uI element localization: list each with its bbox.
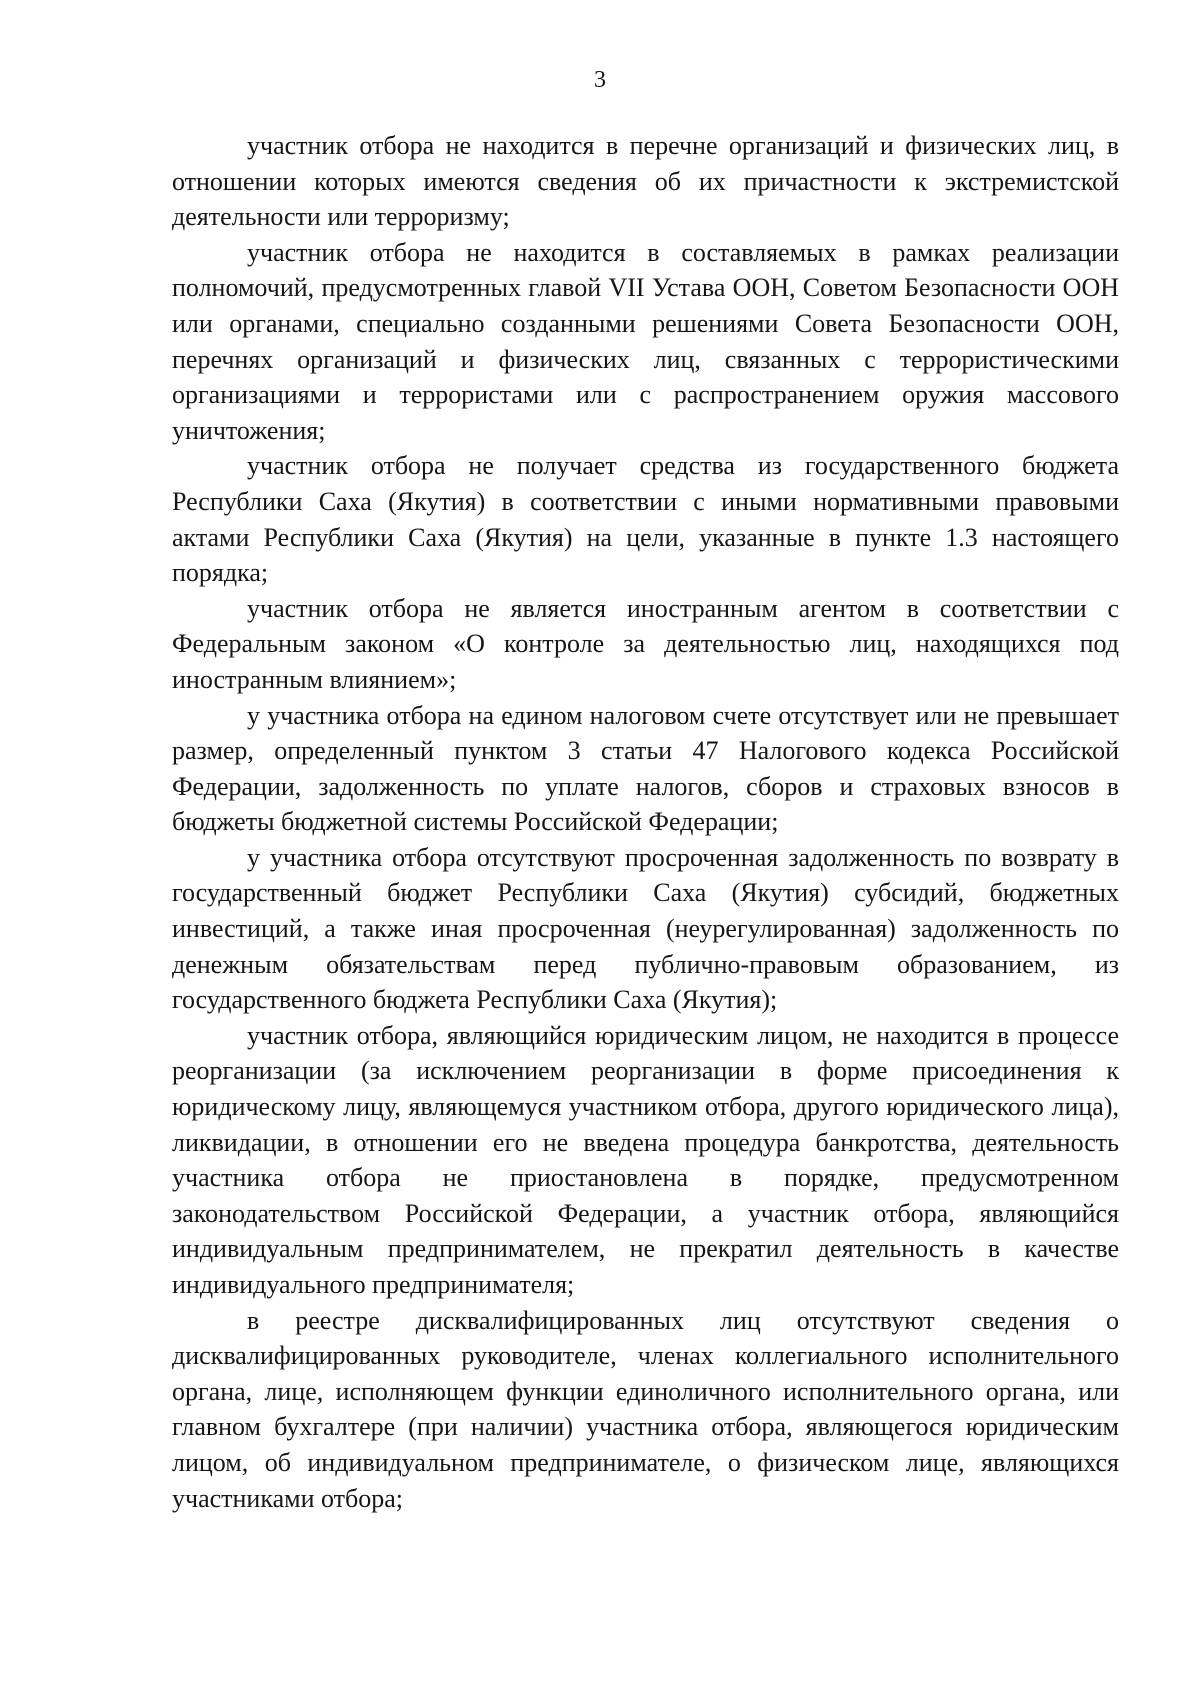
paragraph-budget-funds: участник отбора не получает средства из государственного бюджета Республики Саха (Якутия) в соответствии с иными нормативными правовыми актами Республики Саха (Якутия) на цели, указанные в пункте 1.3 настоящего порядка; [172, 451, 1119, 588]
paragraph-un-sanctions-list: участник отбора не находится в составляемых в рамках реализации полномочий, предусмотренных главой VII Устава ООН, Советом Безопасности ООН или органами, специально созданными решениями Совета Безопасности ООН, перечнях организаций и физических лиц, связанных с террористическими организациями и террористами или с распространением оружия массового уничтожения; [172, 237, 1119, 445]
page-number: 3 [594, 67, 606, 93]
paragraph-reorganization: участник отбора, являющийся юридическим лицом, не находится в процессе реорганизации (за исключением реорганизации в форме присоединения к юридическому лицу, являющемуся участником отбора, другого юридического лица), ликвидации, в отношении его не введена процедура банкротства, деятельность участника отбора не приостановлена в порядке, предусмотренном законодательством Российской Федерации, а участник отбора, являющийся индивидуальным предпринимателем, не прекратил деятельность в качестве индивидуального предпринимателя; [172, 1020, 1119, 1299]
paragraph-foreign-agent: участник отбора не является иностранным агентом в соответствии с Федеральным законом «О контроле за деятельностью лиц, находящихся под иностранным влиянием»; [172, 593, 1119, 694]
paragraph-extremism-list: участник отбора не находится в перечне организаций и физических лиц, в отношении которых имеются сведения об их причастности к экстремистской деятельности или терроризму; [172, 131, 1119, 232]
paragraph-disqualified-persons: в реестре дисквалифицированных лиц отсутствуют сведения о дисквалифицированных руководителе, членах коллегиального исполнительного органа, лице, исполняющем функции единоличного исполнительного органа, или главном бухгалтере (при наличии) участника отбора, являющегося юридическим лицом, об индивидуальном предпринимателе, о физическом лице, являющихся участниками отбора; [172, 1305, 1119, 1513]
document-body [172, 128, 1119, 1516]
paragraph-tax-debt: у участника отбора на едином налоговом счете отсутствует или не превышает размер, определенный пунктом 3 статьи 47 Налогового кодекса Российской Федерации, задолженность по уплате налогов, сборов и страховых взносов в бюджеты бюджетной системы Российской Федерации; [172, 700, 1119, 837]
paragraph-overdue-debt: у участника отбора отсутствуют просроченная задолженность по возврату в государственный бюджет Республики Саха (Якутия) субсидий, бюджетных инвестиций, а также иная просроченная (неурегулированная) задолженность по денежным обязательствам перед публично-правовым образованием, из государственного бюджета Республики Саха (Якутия); [172, 842, 1119, 1015]
